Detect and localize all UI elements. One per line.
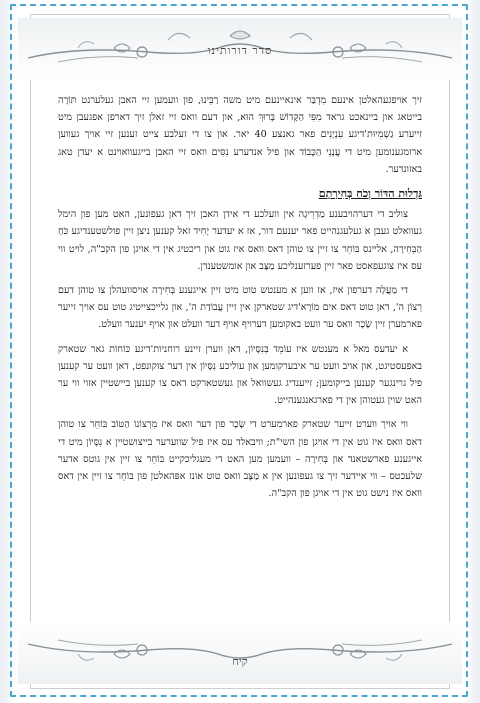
section-title: גַּדְלוּת הַדּוֹר וְכֹחַ בְּחִירָתָם xyxy=(318,187,422,201)
paragraph: א יעדעס מאל א מענטש איז עוֹמֵד בְּנִסָּיוֹן, דאן ווערן זיינע רוחניות'דיגע כּוֹחוֹת גאר שטארק באפעסטיגט, און אויב וועט ער איבערקומען און עוליכע נִסָּיוֹן אין דער צוקונפט, דאן וועט ער קענען פיל גרינגער קענען בייקומען; זייענדיג געשוואל און געשטארקט דאס צו קענען ביישטיין אזוי ווי ער האט שוין געטוהן אין די פארגאנגענהייט. xyxy=(58,343,422,407)
page-number: קיח xyxy=(232,655,248,668)
paragraph: ווי אויך ווערט זייער שטארק פארמערט די שָׂכָר פון דער וואס איז מִרְצוֹנוֹ הַטּוֹב בּוֹחֵר צו טוהן דאס וואס איז גוט אין די אויגן פון השי"ת; וויבאלד עס איז פיל שווערער בייצושטיין א נִסָּיוֹן מיט די אייגענע פארשטאנד און בְּחִירָה – וועמען מען האט די מעגליכקייט בּוֹחֵר צו זיין אין גוטס אדער שלעכטס – ווי איידער זיך צו געפונען אין א מַצָּב וואס טוט אונז אפּהאלטן פון בּוֹחֵר צו זיין אין דאס וואס איז נישט גוט אין די אויגן פון הקב"ה. xyxy=(58,419,422,500)
running-head: סדר דורותינו xyxy=(207,44,273,57)
body-text xyxy=(58,92,422,509)
paragraph: די מַעֲלָה דערפון איז, אז ווען א מענטש טוט מיט זיין אייגענע בְּחִירָה אויסוועהלן צו טוהן דעם רְצוֹן ה', דאן טוט דאס אים מוֹרָא'דיג שטארקן אין זיין עֲבוֹדַת ה', און גלייכצייטיג טוט עס אויך זייער פארמערן זיין שָׂכָר וואס ער וועט באקומען דערויף אויף דער וועלט און אויף יענער וועלט. xyxy=(58,285,422,331)
paragraph: צוליב די דערהויבענע מַדְרֵיגָה אין וועלכע די אידן האבן זיך דאן געפונען, האט מען פון הימל געוואלט געבן א געלעגנהייט פאר יענעם דור, אז א יעדער יָחִיד זאל קענען ניצן זיין פולשטענדיגע כֹּחַ הַבְּחִירָה, אליינס בּוֹחֵר צו זיין צו טוהן דאס וואס איז גוט און ריכטיג אין די אויגן פון הקב"ה, לויט ווי עס איז צוגעפאסט פאר זיין פערזענליכע מַצָּב און אומשטענדן. xyxy=(58,209,422,272)
footer-ornament-icon xyxy=(18,622,462,684)
paragraph: זיך אויפגעהאלטן אינעם מִדְבַּר אינאיינעם מיט משה רַבֵּינוּ, פון וועמען זיי האבן געלערנט תּוֹרָה בייטאג און ביינאכט גראד מִפִּי הַקָּדוֹשׁ בָּרוּךְ הוּא, און דעם וואס זיי זאלן זיך דארפן אפגעבן מיט זייערע גַשְׁמִיוּת'דיגע עִנְיָנִים פאר גאנצע 40 יאר. און צו די זעלבע צייט זענען זיי אויך געווען ארומגענומען מיט די עֲנָנֵי הַכָּבוֹד און פיל אנדערע נִסִּים וואס זיי האבן בייגעוואוינט א יעדן טאג באזונדער. xyxy=(58,95,422,175)
